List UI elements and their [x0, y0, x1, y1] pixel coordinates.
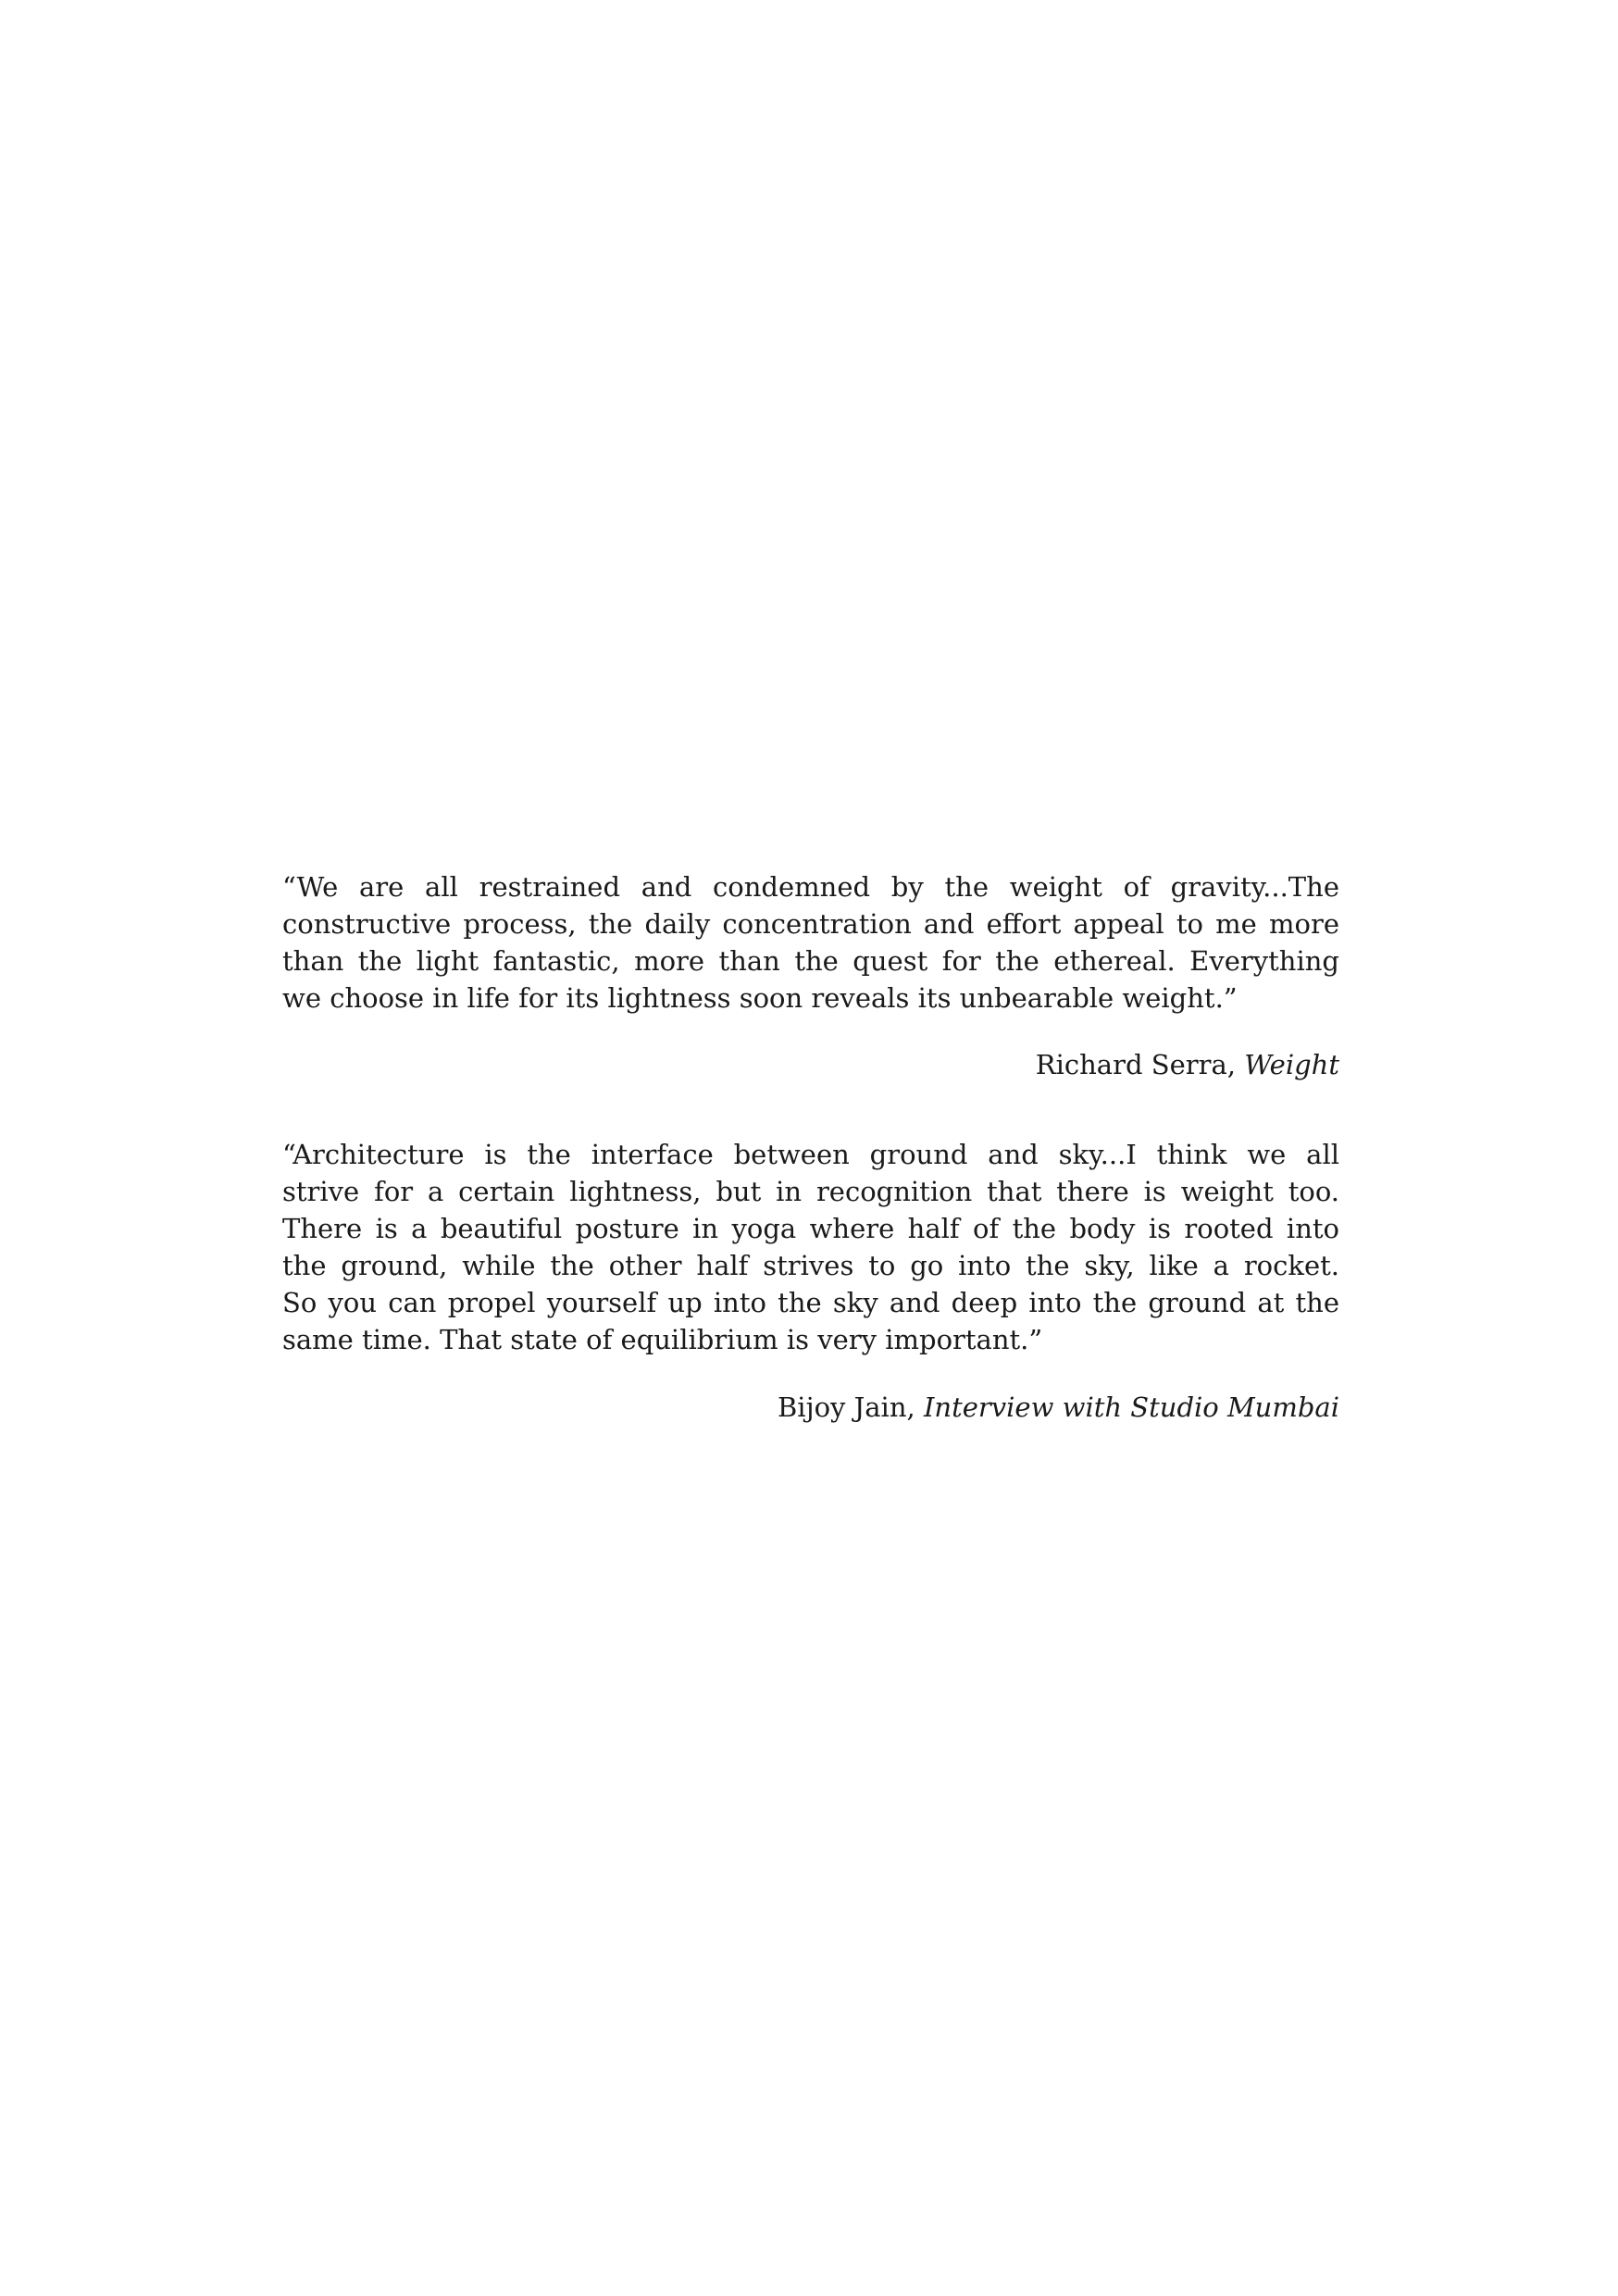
quote-line: same time. That state of equilibrium is very important.”	[282, 1324, 1043, 1355]
quote-line: So you can propel yourself up into the sky and deep into the ground at the	[282, 1287, 1339, 1318]
quote-line: than the light fantastic, more than the quest for the ethereal. Everything	[282, 945, 1339, 977]
quote-line: “Architecture is the interface between ground and sky...I think we all	[282, 1139, 1339, 1170]
quotes-section	[282, 868, 1339, 1426]
work-title: Interview with Studio Mumbai	[923, 1391, 1339, 1423]
attribution-serra	[282, 1046, 1339, 1083]
quote-serra	[282, 868, 1339, 1017]
work-title: Weight	[1244, 1049, 1339, 1080]
quote-jain	[282, 1136, 1339, 1358]
quote-line: we choose in life for its lightness soon reveals its unbearable weight.”	[282, 982, 1238, 1014]
quote-line: constructive process, the daily concentration and effort appeal to me more	[282, 908, 1339, 940]
author-name: Bijoy Jain,	[778, 1391, 915, 1423]
quote-line: the ground, while the other half strives to go into the sky, like a rocket.	[282, 1250, 1339, 1281]
quote-line: “We are all restrained and condemned by the weight of gravity...The	[282, 871, 1339, 903]
attribution-jain	[282, 1389, 1339, 1426]
quote-line: There is a beautiful posture in yoga where half of the body is rooted into	[282, 1213, 1339, 1244]
author-name: Richard Serra,	[1035, 1049, 1236, 1080]
quote-line: strive for a certain lightness, but in recognition that there is weight too.	[282, 1176, 1339, 1207]
